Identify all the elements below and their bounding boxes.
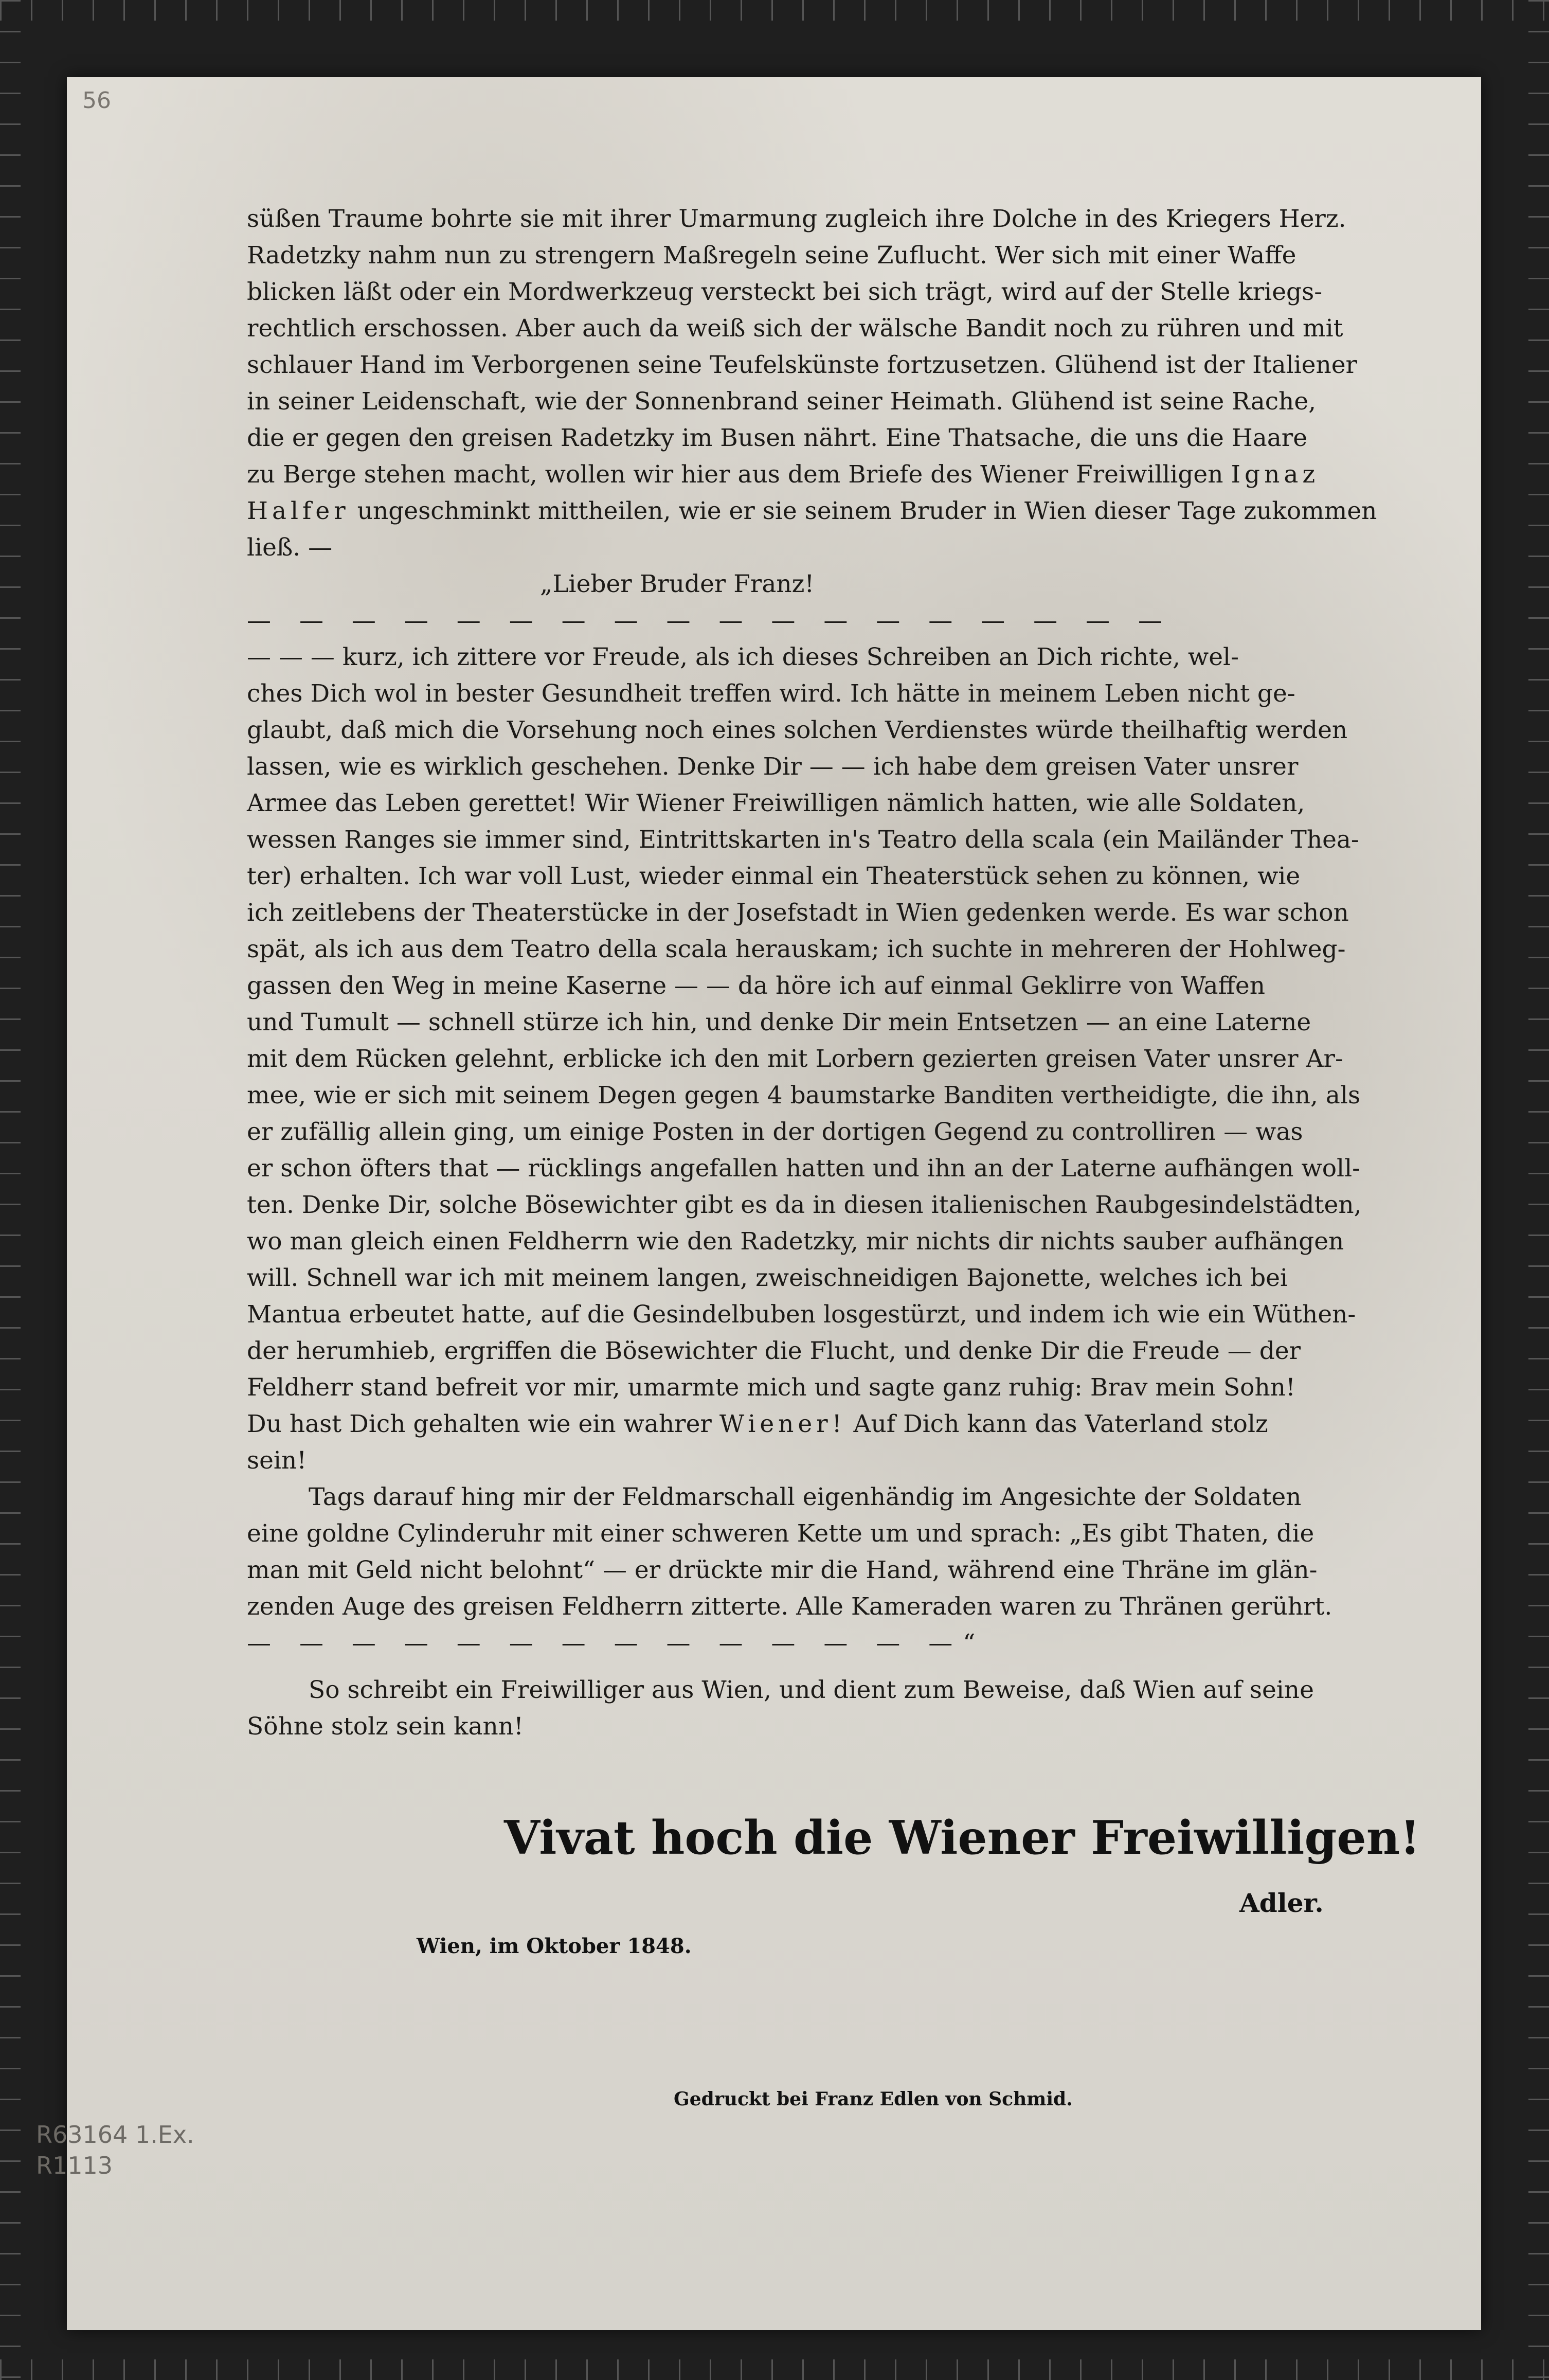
archive-pencil-note bbox=[36, 2119, 194, 2181]
text-line: blicken läßt oder ein Mordwerkzeug versteckt bei sich trägt, wird auf der Stelle kriegs- bbox=[247, 278, 1323, 306]
text-line: glaubt, daß mich die Vorsehung noch eines solchen Verdienstes würde theilhaftig werden bbox=[247, 716, 1348, 744]
text-line: in seiner Leidenschaft, wie der Sonnenbrand seiner Heimath. Glühend ist seine Rache, bbox=[247, 387, 1317, 416]
background-ruler-top bbox=[0, 0, 1549, 21]
text-line: wessen Ranges sie immer sind, Eintrittskarten in's Teatro della scala (ein Mailänder Thea- bbox=[247, 826, 1359, 854]
text-line: Mantua erbeutet hatte, auf die Gesindelbuben losgestürzt, und indem ich wie ein Wüthen- bbox=[247, 1300, 1356, 1329]
text-line: lassen, wie es wirklich geschehen. Denke Dir — — ich habe dem greisen Vater unsrer bbox=[247, 753, 1299, 781]
text-line: Du hast Dich gehalten wie ein wahrer bbox=[247, 1410, 712, 1438]
text-line: Tags darauf hing mir der Feldmarschall eigenhändig im Angesichte der Soldaten bbox=[309, 1483, 1302, 1511]
text-line: ches Dich wol in bester Gesundheit treffen wird. Ich hätte in meinem Leben nicht ge- bbox=[247, 679, 1295, 708]
volunteer-last-name: Halfer bbox=[247, 497, 350, 525]
background-ruler-left bbox=[0, 0, 21, 2380]
background-ruler-bottom bbox=[0, 2359, 1549, 2380]
text-line: mit dem Rücken gelehnt, erblicke ich den mit Lorbern gezierten greisen Vater unsrer Ar- bbox=[247, 1045, 1343, 1073]
letter-body bbox=[247, 639, 1419, 1479]
letter-salutation: „Lieber Bruder Franz! bbox=[540, 570, 815, 598]
text-line: rechtlich erschossen. Aber auch da weiß sich der wälsche Bandit noch zu rühren und mit bbox=[247, 314, 1343, 343]
text-line: Feldherr stand befreit vor mir, umarmte mich und sagte ganz ruhig: Brav mein Sohn! bbox=[247, 1373, 1295, 1402]
document-sheet bbox=[67, 77, 1481, 2330]
text-line: Radetzky nahm nun zu strengern Maßregeln seine Zuflucht. Wer sich mit einer Waffe bbox=[247, 241, 1296, 270]
body-text bbox=[247, 201, 1419, 1745]
paragraph-1 bbox=[247, 201, 1419, 566]
text-line: Auf Dich kann das Vaterland stolz bbox=[853, 1410, 1268, 1438]
text-line: spät, als ich aus dem Teatro della scala herauskam; ich suchte in mehreren der Hohlweg- bbox=[247, 935, 1346, 963]
text-line: Söhne stolz sein kann! bbox=[247, 1712, 524, 1741]
wiener-emphasis: Wiener! bbox=[719, 1410, 846, 1438]
text-line: die er gegen den greisen Radetzky im Busen nährt. Eine Thatsache, die uns die Haare bbox=[247, 424, 1308, 452]
text-line: ten. Denke Dir, solche Bösewichter gibt es da in diesen italienischen Raubgesindelstädten, bbox=[247, 1191, 1362, 1219]
printer-imprint: Gedruckt bei Franz Edlen von Schmid. bbox=[674, 2088, 1073, 2110]
text-line: zu Berge stehen macht, wollen wir hier aus dem Briefe des Wiener Freiwilligen bbox=[247, 460, 1223, 489]
text-line: ter) erhalten. Ich war voll Lust, wieder einmal ein Theaterstück sehen zu können, wie bbox=[247, 862, 1301, 890]
closing-paragraph bbox=[247, 1672, 1419, 1745]
text-line: schlauer Hand im Verborgenen seine Teufelskünste fortzusetzen. Glühend ist der Italiener bbox=[247, 351, 1358, 379]
text-line: ich zeitlebens der Theaterstücke in der Josefstadt in Wien gedenken werde. Es war schon bbox=[247, 899, 1349, 927]
text-line: ungeschminkt mittheilen, wie er sie seinem Bruder in Wien dieser Tage zukommen bbox=[357, 497, 1377, 525]
text-line: man mit Geld nicht belohnt“ — er drückte mir die Hand, während eine Thräne im glän- bbox=[247, 1556, 1318, 1584]
page-number: 56 bbox=[82, 87, 111, 114]
text-line: süßen Traume bohrte sie mit ihrer Umarmung zugleich ihre Dolche in des Kriegers Herz. bbox=[247, 205, 1346, 233]
dash-separator: — — — — — — — — — — — — — —“ bbox=[247, 1629, 986, 1657]
text-line: Armee das Leben gerettet! Wir Wiener Freiwilligen nämlich hatten, wie alle Soldaten, bbox=[247, 789, 1305, 817]
text-line: er schon öfters that — rücklings angefallen hatten und ihn an der Laterne aufhängen woll- bbox=[247, 1154, 1360, 1183]
text-line: er zufällig allein ging, um einige Posten in der dortigen Gegend zu controlliren — was bbox=[247, 1118, 1303, 1146]
dash-separator: — — — — — — — — — — — — — — — — — — bbox=[247, 606, 1173, 635]
volunteer-first-name: Ignaz bbox=[1231, 460, 1320, 489]
text-line: gassen den Weg in meine Kaserne — — da höre ich auf einmal Geklirre von Waffen bbox=[247, 972, 1265, 1000]
text-line: sein! bbox=[247, 1446, 307, 1475]
letter-body-2 bbox=[247, 1479, 1419, 1625]
text-line: wo man gleich einen Feldherrn wie den Radetzky, mir nichts dir nichts sauber aufhängen bbox=[247, 1227, 1344, 1256]
text-line: der herumhieb, ergriffen die Bösewichter die Flucht, und denke Dir die Freude — der bbox=[247, 1337, 1301, 1365]
text-line: — — — kurz, ich zittere vor Freude, als ich dieses Schreiben an Dich richte, wel- bbox=[247, 643, 1239, 671]
archive-note-line: R63164 1.Ex. bbox=[36, 2121, 194, 2149]
text-line: und Tumult — schnell stürze ich hin, und denke Dir mein Entsetzen — an eine Laterne bbox=[247, 1008, 1311, 1036]
text-line: So schreibt ein Freiwilliger aus Wien, und dient zum Beweise, daß Wien auf seine bbox=[309, 1676, 1314, 1704]
headline: Vivat hoch die Wiener Freiwilligen! bbox=[504, 1811, 1420, 1865]
text-line: mee, wie er sich mit seinem Degen gegen 4 baumstarke Banditen vertheidigte, die ihn, als bbox=[247, 1081, 1361, 1110]
background-ruler-right bbox=[1528, 0, 1549, 2380]
text-line: eine goldne Cylinderuhr mit einer schweren Kette um und sprach: „Es gibt Thaten, die bbox=[247, 1519, 1314, 1548]
dateline: Wien, im Oktober 1848. bbox=[417, 1934, 692, 1958]
text-line: ließ. — bbox=[247, 533, 333, 562]
archive-note-line: R1113 bbox=[36, 2152, 113, 2179]
signature: Adler. bbox=[1239, 1888, 1324, 1918]
text-line: will. Schnell war ich mit meinem langen, zweischneidigen Bajonette, welches ich bei bbox=[247, 1264, 1288, 1292]
text-line: zenden Auge des greisen Feldherrn zitterte. Alle Kameraden waren zu Thränen gerührt. bbox=[247, 1592, 1332, 1621]
